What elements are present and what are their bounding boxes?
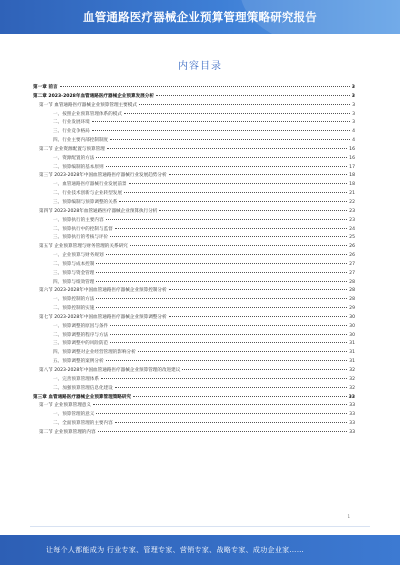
toc-entry[interactable] <box>33 226 355 235</box>
toc-leader-dots <box>92 121 350 122</box>
toc-entry[interactable] <box>33 305 355 314</box>
toc-entry-title: 一、预算管理的意义 <box>53 412 95 418</box>
toc-entry-page: 18 <box>349 173 355 179</box>
toc-leader-dots <box>110 334 347 335</box>
toc-entry-page: 26 <box>349 244 355 250</box>
toc-leader-dots <box>130 245 347 246</box>
toc-leader-dots <box>124 192 347 193</box>
toc-leader-dots <box>138 351 347 352</box>
toc-leader-dots <box>96 157 347 158</box>
toc-leader-dots <box>93 404 347 405</box>
toc-entry[interactable] <box>33 296 355 305</box>
toc-entry[interactable] <box>33 270 355 279</box>
toc-entry[interactable] <box>33 146 355 155</box>
toc-entry-title: 四、预算与绩效管理 <box>53 279 95 285</box>
toc-entry-page: 3 <box>351 93 355 99</box>
toc-entry-title: 三、预算执行的考核与评价 <box>53 235 109 241</box>
toc-entry-page: 33 <box>349 421 355 427</box>
toc-entry-title: 第一节 企业预算管理意义 <box>39 403 91 409</box>
toc-entry-page: 33 <box>348 394 355 400</box>
toc-entry[interactable] <box>33 279 355 288</box>
toc-entry[interactable] <box>33 411 355 420</box>
toc-entry-page: 30 <box>349 323 355 329</box>
report-title: 血管通路医疗器械企业预算管理策略研究报告 <box>83 10 317 24</box>
toc-entry[interactable] <box>33 261 355 270</box>
toc-entry[interactable] <box>33 252 355 261</box>
toc-leader-dots <box>96 281 347 282</box>
toc-entry-title: 第五节 企业预算管理与财务管理的关系研究 <box>39 244 128 250</box>
toc-entry-page: 31 <box>349 350 355 356</box>
toc-leader-dots <box>110 325 347 326</box>
page-number: 1 <box>347 514 350 519</box>
toc-entry-title: 第二节 企业资源配置与预算管理 <box>39 146 105 152</box>
toc-entry[interactable] <box>33 111 355 120</box>
toc-entry[interactable] <box>33 93 355 102</box>
toc-entry-title: 二、行业发展环境 <box>53 120 90 126</box>
toc-entry[interactable] <box>33 181 355 190</box>
toc-entry-page: 25 <box>349 235 355 241</box>
toc-entry-title: 一、预算执行的主要内容 <box>53 217 104 223</box>
toc-leader-dots <box>98 431 348 432</box>
toc-leader-dots <box>107 148 347 149</box>
toc-entry-title: 四、预算调整对企业经营管理的影响分析 <box>53 350 136 356</box>
toc-leader-dots <box>110 236 347 237</box>
toc-entry-title: 一、预算控制的方法 <box>53 297 95 303</box>
toc-entry-page: 3 <box>352 111 355 117</box>
toc-leader-dots <box>110 139 350 140</box>
toc-entry[interactable] <box>33 367 355 376</box>
toc-entry-page: 32 <box>349 376 355 382</box>
toc-entry-page: 3 <box>352 102 355 108</box>
toc-entry-title: 第六节 2023-2028年中国血管通路医疗器械企业预算控制分析 <box>39 288 167 294</box>
toc-entry[interactable] <box>33 429 355 438</box>
footer-divider <box>30 526 370 527</box>
header-banner <box>0 0 400 34</box>
toc-leader-dots <box>169 316 348 317</box>
toc-leader-dots <box>182 369 347 370</box>
toc-leader-dots <box>119 201 347 202</box>
toc-entry-page: 3 <box>351 85 355 90</box>
toc-entry[interactable] <box>33 340 355 349</box>
toc-entry-page: 23 <box>349 217 355 223</box>
toc-entry-page: 30 <box>349 332 355 338</box>
toc-leader-dots <box>96 272 347 273</box>
toc-entry-page: 33 <box>349 403 355 409</box>
toc-entry-page: 27 <box>349 270 355 276</box>
toc-leader-dots <box>92 130 350 131</box>
toc-entry-title: 三、行业竞争格局 <box>53 129 90 135</box>
toc-entry[interactable] <box>33 332 355 341</box>
toc-entry[interactable] <box>33 402 355 411</box>
toc-entry-title: 第三节 2023-2028年中国血管通路医疗器械行业发展趋势分析 <box>39 173 167 179</box>
toc-entry-page: 3 <box>352 120 355 126</box>
toc-entry[interactable] <box>33 172 355 181</box>
toc-entry-page: 24 <box>349 226 355 232</box>
toc-entry-title: 二、预算控制的实施 <box>53 306 95 312</box>
toc-leader-dots <box>156 95 350 96</box>
toc-leader-dots <box>101 378 347 379</box>
toc-entry-title: 一、按照企业预算管理体系的模式 <box>53 111 122 117</box>
toc-entry-title: 第一节 血管通路医疗器械企业预算管理主要模式 <box>39 102 137 108</box>
table-of-contents <box>33 84 355 438</box>
toc-entry-title: 第四节 2023-2028年血管通路医疗器械企业预算执行分析 <box>39 208 158 214</box>
toc-leader-dots <box>96 307 347 308</box>
toc-entry-page: 32 <box>349 368 355 373</box>
toc-leader-dots <box>133 396 347 397</box>
toc-entry-title: 二、加强预算管理信息化建设 <box>53 385 113 391</box>
toc-entry-page: 31 <box>349 359 355 365</box>
toc-entry[interactable] <box>33 128 355 137</box>
toc-entry-title: 三、预算调整中的风险防范 <box>53 341 109 347</box>
toc-entry-title: 一、完善预算管理体系 <box>53 376 99 382</box>
toc-entry-title: 第二章 2023-2028年血管通路医疗器械企业预算发展分析 <box>33 93 154 99</box>
toc-entry[interactable] <box>33 234 355 243</box>
toc-entry[interactable] <box>33 376 355 385</box>
toc-entry-page: 18 <box>349 182 355 188</box>
toc-entry-title: 第七节 2023-2028年中国血管通路医疗器械企业预算调整分析 <box>39 314 167 320</box>
toc-entry[interactable] <box>33 287 355 296</box>
toc-entry[interactable] <box>33 208 355 217</box>
toc-entry-title: 四、行业主要内部控制制度 <box>53 138 109 144</box>
toc-entry[interactable] <box>33 243 355 252</box>
toc-entry-title: 第三章 血管通路医疗器械企业预算管理策略研究 <box>33 394 132 400</box>
toc-entry[interactable] <box>33 217 355 226</box>
toc-heading: 内容目录 <box>178 61 222 72</box>
toc-entry[interactable] <box>33 102 355 111</box>
toc-entry-page: 23 <box>349 208 355 214</box>
toc-entry-title: 一、血管通路医疗器械行业发展前景 <box>53 182 127 188</box>
footer-banner <box>0 535 400 565</box>
toc-entry-title: 第八节 2023-2028年中国血管通路医疗器械企业预算管理的改进建议 <box>39 368 181 373</box>
toc-entry-title: 二、预算编制的基本原则 <box>53 164 104 170</box>
toc-entry[interactable] <box>33 420 355 429</box>
toc-leader-dots <box>169 289 348 290</box>
toc-entry[interactable] <box>33 349 355 358</box>
toc-entry-page: 26 <box>349 253 355 259</box>
toc-entry-page: 4 <box>352 138 355 144</box>
toc-entry[interactable] <box>33 385 355 394</box>
toc-entry-title: 一、预算调整的原因与条件 <box>53 323 109 329</box>
toc-leader-dots <box>106 219 348 220</box>
toc-entry-page: 4 <box>352 129 355 135</box>
toc-entry-title: 五、预算调整的案例分析 <box>53 359 104 365</box>
toc-entry[interactable] <box>33 155 355 164</box>
toc-entry-title: 二、行业技术创新与企业转型发展 <box>53 191 122 197</box>
toc-entry-page: 28 <box>349 297 355 303</box>
toc-leader-dots <box>60 86 350 87</box>
toc-entry[interactable] <box>33 323 355 332</box>
toc-leader-dots <box>96 298 347 299</box>
toc-entry-page: 27 <box>349 261 355 267</box>
toc-entry[interactable] <box>33 164 355 173</box>
toc-entry-page: 16 <box>349 146 355 152</box>
toc-entry-page: 30 <box>349 314 355 320</box>
toc-entry-title: 二、预算与成本控制 <box>53 261 95 267</box>
toc-leader-dots <box>96 413 347 414</box>
toc-entry[interactable] <box>33 394 355 403</box>
toc-entry-title: 第二节 企业预算管理的内容 <box>39 429 96 435</box>
toc-entry-page: 28 <box>349 279 355 285</box>
toc-entry-title: 一、企业预算与财务规划 <box>53 253 104 259</box>
toc-entry-page: 22 <box>349 199 355 205</box>
toc-leader-dots <box>110 342 347 343</box>
toc-leader-dots <box>115 387 347 388</box>
toc-entry-page: 33 <box>349 412 355 418</box>
toc-entry[interactable] <box>33 119 355 128</box>
toc-leader-dots <box>96 263 347 264</box>
toc-leader-dots <box>115 228 347 229</box>
toc-entry-title: 三、预算与资金管理 <box>53 270 95 276</box>
toc-entry-page: 17 <box>349 164 355 170</box>
toc-entry-page: 29 <box>349 306 355 312</box>
toc-entry-title: 第一章 前言 <box>33 85 58 90</box>
toc-entry[interactable] <box>33 190 355 199</box>
toc-leader-dots <box>129 183 348 184</box>
toc-entry-title: 二、全面预算管理的主要内容 <box>53 421 113 427</box>
toc-leader-dots <box>106 254 348 255</box>
toc-leader-dots <box>115 422 347 423</box>
toc-leader-dots <box>139 104 350 105</box>
toc-entry-title: 一、资源配置的方法 <box>53 155 95 161</box>
toc-leader-dots <box>124 113 350 114</box>
footer-slogan: 让每个人都能成为 行业专家、管理专家、营销专家、战略专家、成功企业家…… <box>46 546 305 554</box>
toc-entry[interactable] <box>33 314 355 323</box>
toc-entry-page: 33 <box>349 429 355 435</box>
toc-entry-page: 28 <box>349 288 355 294</box>
toc-leader-dots <box>169 174 348 175</box>
toc-entry[interactable] <box>33 199 355 208</box>
toc-entry-page: 16 <box>349 155 355 161</box>
toc-entry-title: 三、预算编制与预算调整的关系 <box>53 199 118 205</box>
toc-entry-page: 21 <box>349 191 355 197</box>
toc-leader-dots <box>159 210 347 211</box>
toc-leader-dots <box>106 360 348 361</box>
toc-entry[interactable] <box>33 358 355 367</box>
toc-entry-page: 31 <box>349 341 355 347</box>
toc-entry-page: 32 <box>349 385 355 391</box>
toc-leader-dots <box>106 166 348 167</box>
toc-entry-title: 二、预算执行中的控制与监督 <box>53 226 113 232</box>
toc-entry[interactable] <box>33 84 355 93</box>
toc-entry-title: 二、预算调整的程序与方法 <box>53 332 109 338</box>
toc-entry[interactable] <box>33 137 355 146</box>
